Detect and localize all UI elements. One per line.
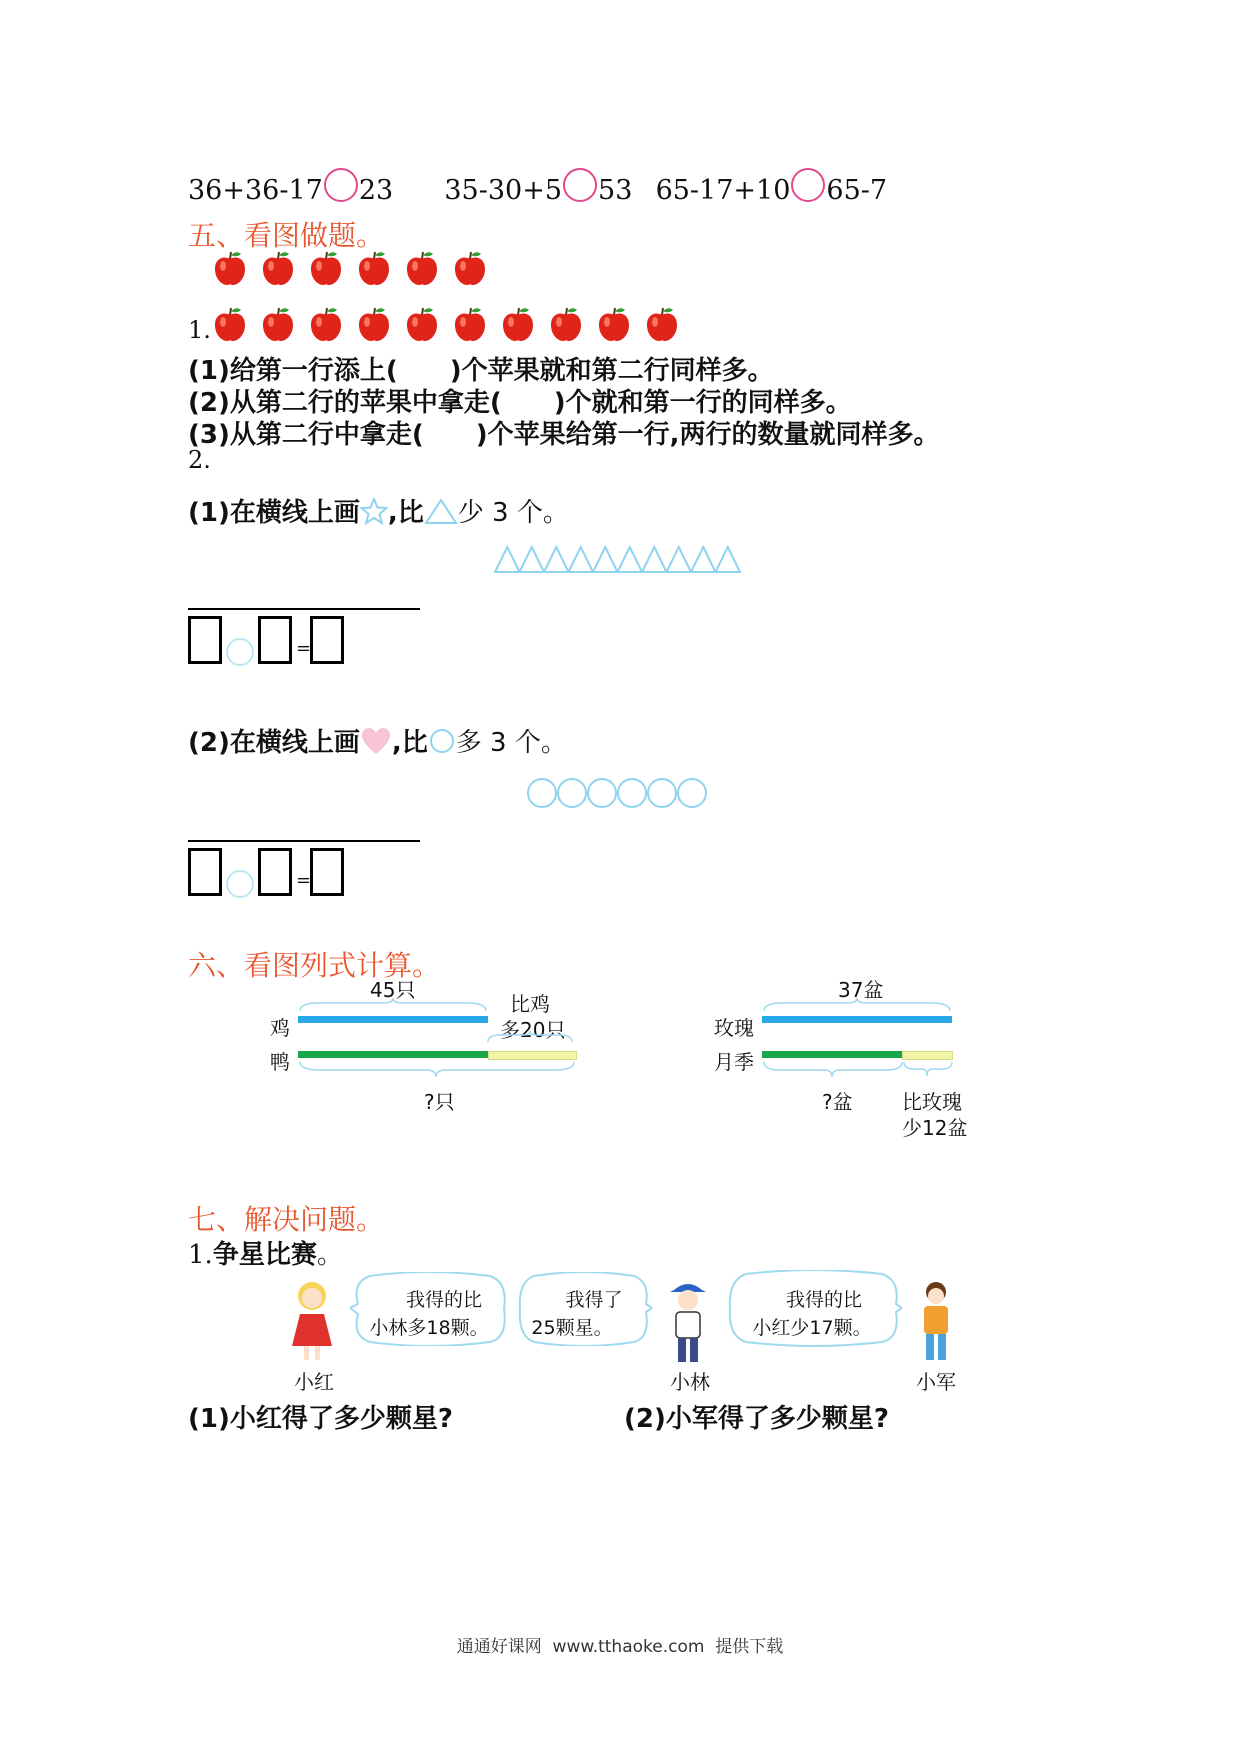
diagram-left-bar-duck	[298, 1051, 488, 1058]
boy-xiaojun-illustration	[906, 1276, 962, 1368]
apple-icon	[549, 306, 597, 346]
triangle-shape	[495, 547, 520, 572]
q2-label: 2.	[188, 446, 211, 474]
diagram-left-bottom-label: ?只	[424, 1090, 455, 1114]
circle-shape	[588, 779, 616, 807]
triangle-shape	[691, 547, 716, 572]
answer-box-2c[interactable]	[310, 848, 344, 896]
diagram-right-bottom-brace-1	[762, 1060, 907, 1080]
diagram-right-bar-missing	[902, 1051, 953, 1060]
q7-1-title: 争星比赛	[212, 1240, 317, 1270]
q2-1-text-c: 少 3 个。	[457, 498, 569, 528]
triangle-row	[493, 545, 743, 575]
bubble-1-line-1: 我得的比	[405, 1289, 482, 1311]
diagram-left-row-duck: 鸭	[270, 1050, 290, 1074]
diagram-left-bottom-brace	[298, 1060, 578, 1080]
operator-circle-1[interactable]	[226, 638, 254, 666]
bubble-3-line-2: 小红少17颗。	[752, 1317, 872, 1339]
circle-shape	[618, 779, 646, 807]
triangle-shape	[618, 547, 643, 572]
question-2-2	[188, 722, 567, 759]
circle-shape	[528, 779, 556, 807]
circle-shape	[678, 779, 706, 807]
diagram-right-bottom-label: ?盆	[822, 1090, 853, 1114]
bubble-3-line-1: 我得的比	[785, 1289, 862, 1311]
diagram-right-row-rose: 玫瑰	[714, 1016, 754, 1040]
diagram-left-row-chicken: 鸡	[270, 1016, 290, 1040]
apple-icon	[645, 306, 693, 346]
apple-icon	[453, 306, 501, 346]
circle-shape	[648, 779, 676, 807]
expr-1-left: 36+36-17	[188, 175, 323, 206]
apple-icon	[357, 306, 405, 346]
apple-icon	[309, 306, 357, 346]
apple-icon	[453, 250, 501, 290]
question-7-1-2: (2)小军得了多少颗星?	[624, 1404, 889, 1434]
diagram-right-bar-chinese-rose	[762, 1051, 902, 1058]
q7-1-label: 1.	[188, 1240, 213, 1270]
apple-icon	[261, 250, 309, 290]
question-7-1-1: (1)小红得了多少颗星?	[188, 1404, 453, 1434]
compare-circle-3[interactable]	[791, 168, 825, 202]
apple-icon	[597, 306, 645, 346]
apple-icon	[261, 306, 309, 346]
diagram-left-top-label: 45只	[370, 978, 416, 1002]
triangle-icon	[424, 497, 458, 525]
q1-label: 1.	[188, 316, 211, 344]
question-1-3: (3)从第二行中拿走( )个苹果给第一行,两行的数量就同样多。	[188, 420, 940, 450]
answer-line-2[interactable]	[188, 840, 420, 842]
q7-1-period: 。	[316, 1240, 343, 1270]
circle-row	[525, 776, 715, 810]
apple-icon	[405, 250, 453, 290]
diagram-left-side-label-2: 多20只	[500, 1018, 566, 1042]
triangle-shape	[716, 547, 741, 572]
answer-box-2b[interactable]	[258, 848, 292, 896]
apple-icon	[213, 306, 261, 346]
apple-icon	[309, 250, 357, 290]
diagram-right-side-label-1: 比玫瑰	[902, 1090, 962, 1114]
q2-1-text-a: (1)在横线上画	[188, 498, 360, 528]
answer-box-1a[interactable]	[188, 616, 222, 664]
diagram-right-side-label-2: 少12盆	[902, 1116, 968, 1140]
expr-3-left: 65-17+10	[655, 175, 791, 206]
circle-icon	[428, 727, 456, 755]
triangle-shape	[593, 547, 618, 572]
apple-row-1	[213, 250, 501, 286]
section-7-title: 七、解决问题。	[188, 1203, 385, 1236]
diagram-left-top-brace	[298, 997, 488, 1013]
compare-circle-2[interactable]	[563, 168, 597, 202]
triangle-shape	[520, 547, 545, 572]
diagram-right-top-brace	[762, 997, 952, 1013]
apple-row-2	[213, 306, 693, 342]
triangle-shape	[642, 547, 667, 572]
star-icon	[360, 497, 388, 525]
diagram-right-bottom-brace-2	[902, 1060, 957, 1080]
q2-1-text-b: ,比	[387, 498, 424, 528]
name-xiaohong: 小红	[294, 1370, 334, 1394]
bubble-2-line-2: 25颗星。	[531, 1317, 613, 1339]
question-1-2: (2)从第二行的苹果中拿走( )个就和第一行的同样多。	[188, 388, 852, 418]
expr-2-right: 53	[598, 175, 633, 206]
q7-1-heading	[188, 1234, 343, 1271]
bubble-2-line-1: 我得了	[565, 1289, 623, 1311]
answer-box-2a[interactable]	[188, 848, 222, 896]
diagram-right-bar-rose	[762, 1016, 952, 1023]
equals-sign-2: =	[296, 870, 312, 891]
name-xiaojun: 小军	[916, 1370, 956, 1394]
section-5-title: 五、看图做题。	[188, 219, 385, 252]
q2-2-text-b: ,比	[391, 728, 428, 758]
q2-2-text-c: 多 3 个。	[455, 728, 567, 758]
q2-2-text-a: (2)在横线上画	[188, 728, 360, 758]
apple-icon	[405, 306, 453, 346]
footer-credit: 通通好课网 www.tthaoke.com 提供下载	[456, 1637, 784, 1657]
apple-icon	[213, 250, 261, 290]
diagram-left-bar-chicken	[298, 1016, 488, 1023]
apple-icon	[501, 306, 549, 346]
heart-icon	[360, 726, 392, 756]
expr-2-left: 35-30+5	[444, 175, 563, 206]
diagram-right-row-chinese-rose: 月季	[714, 1050, 754, 1074]
expr-3-right: 65-7	[826, 175, 888, 206]
question-1-1: (1)给第一行添上( )个苹果就和第二行同样多。	[188, 356, 774, 386]
name-xiaolin: 小林	[670, 1370, 710, 1394]
circle-shape	[558, 779, 586, 807]
triangle-shape	[667, 547, 692, 572]
triangle-shape	[569, 547, 594, 572]
answer-box-1b[interactable]	[258, 616, 292, 664]
diagram-left-side-brace	[486, 1030, 576, 1044]
answer-box-1c[interactable]	[310, 616, 344, 664]
compare-circle-1[interactable]	[324, 168, 358, 202]
comparison-row	[188, 168, 887, 206]
diagram-right-top-label: 37盆	[838, 978, 884, 1002]
boy-xiaolin-illustration	[660, 1276, 716, 1368]
expr-1-right: 23	[358, 175, 394, 206]
triangle-shape	[544, 547, 569, 572]
operator-circle-2[interactable]	[226, 870, 254, 898]
answer-line-1[interactable]	[188, 608, 420, 610]
diagram-left-bar-extra	[488, 1051, 577, 1060]
girl-xiaohong-illustration	[282, 1276, 342, 1366]
apple-icon	[357, 250, 405, 290]
bubble-1-line-2: 小林多18颗。	[369, 1317, 489, 1339]
diagram-left-side-label-1: 比鸡	[510, 992, 550, 1016]
question-2-1	[188, 492, 569, 529]
section-6-title: 六、看图列式计算。	[188, 949, 441, 982]
equals-sign-1: =	[296, 638, 312, 659]
